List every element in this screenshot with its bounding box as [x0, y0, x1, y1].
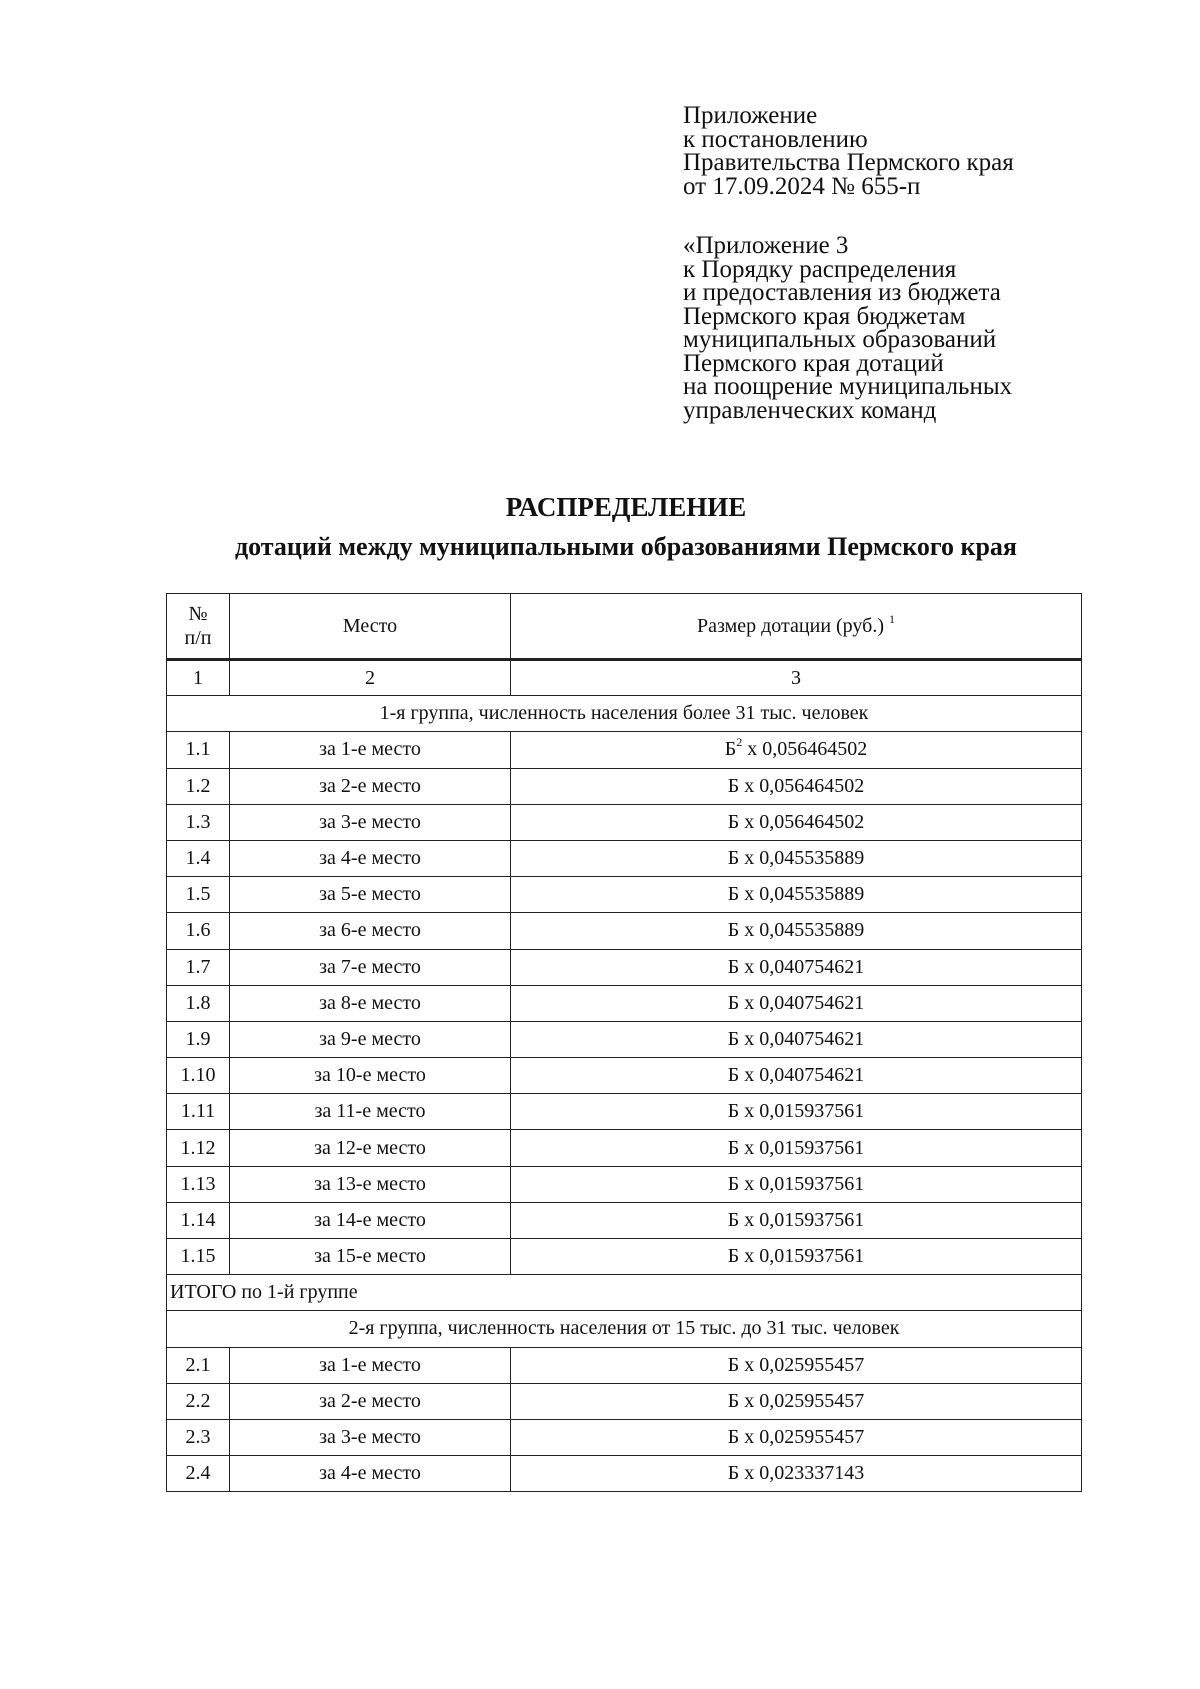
header-amount: [511, 594, 1082, 660]
footnote-mark: 2: [736, 735, 743, 750]
group-row: [167, 696, 1082, 732]
distribution-table: [166, 593, 1082, 1492]
amount-factor: х 0,015937561: [739, 1172, 865, 1195]
row-number: 2.2: [167, 1383, 230, 1419]
column-number: 3: [511, 660, 1082, 696]
table-row: [167, 949, 1082, 985]
row-amount: [511, 1094, 1082, 1130]
row-place: за 2-е место: [230, 1383, 511, 1419]
amount-factor: х 0,025955457: [739, 1389, 865, 1412]
table-row: [167, 1383, 1082, 1419]
amount-factor: х 0,045535889: [739, 883, 865, 906]
total-row: [167, 1275, 1082, 1311]
row-number: 1.13: [167, 1166, 230, 1202]
amount-factor: х 0,040754621: [739, 955, 865, 978]
document-title: РАСПРЕДЕЛЕНИЕ: [505, 492, 747, 522]
amount-factor: х 0,056464502: [739, 810, 865, 833]
header-number: [167, 594, 230, 660]
row-number: 1.10: [167, 1058, 230, 1094]
row-place: за 12-е место: [230, 1130, 511, 1166]
appendix-reference: [683, 104, 1014, 198]
table-row: [167, 732, 1082, 768]
appendix-line: на поощрение муниципальных: [683, 373, 1013, 400]
group-row: [167, 1311, 1082, 1347]
column-number: 1: [167, 660, 230, 696]
amount-factor: х 0,025955457: [739, 1426, 865, 1449]
amount-factor: х 0,056464502: [742, 738, 868, 761]
row-number: 1.12: [167, 1130, 230, 1166]
table-row: [167, 985, 1082, 1021]
appendix-line: «Приложение 3: [683, 232, 849, 259]
row-number: 2.1: [167, 1347, 230, 1383]
row-amount: [511, 1166, 1082, 1202]
row-amount: [511, 1419, 1082, 1455]
row-amount: [511, 949, 1082, 985]
amount-factor: х 0,015937561: [739, 1208, 865, 1231]
row-number: 1.9: [167, 1021, 230, 1057]
header-number-pp: п/п: [184, 627, 212, 649]
amount-factor: х 0,045535889: [739, 919, 865, 942]
row-place: за 10-е место: [230, 1058, 511, 1094]
appendix-line: Пермского края бюджетам: [683, 302, 966, 330]
row-amount: [511, 985, 1082, 1021]
row-number: 1.14: [167, 1202, 230, 1238]
table-row: [167, 1021, 1082, 1057]
table-row: [167, 1239, 1082, 1275]
table-row: [167, 1202, 1082, 1238]
row-amount: [511, 1202, 1082, 1238]
table-row: [167, 1166, 1082, 1202]
appendix-line: к постановлению: [683, 125, 868, 153]
amount-base: Б: [727, 774, 740, 797]
amount-base: Б: [727, 1389, 740, 1412]
row-place: за 8-е место: [230, 985, 511, 1021]
row-place: за 14-е место: [230, 1202, 511, 1238]
row-amount: [511, 1239, 1082, 1275]
row-number: 1.3: [167, 804, 230, 840]
row-number: 1.11: [167, 1094, 230, 1130]
amount-base: Б: [727, 1208, 740, 1231]
row-amount: [511, 804, 1082, 840]
table-header-row: [167, 594, 1082, 660]
table-row: [167, 1058, 1082, 1094]
amount-factor: х 0,015937561: [739, 1245, 865, 1268]
row-place: за 3-е место: [230, 1419, 511, 1455]
appendix-line: Правительства Пермского края: [683, 149, 1014, 176]
row-place: за 5-е место: [230, 877, 511, 913]
row-amount: [511, 1058, 1082, 1094]
row-amount: [511, 1347, 1082, 1383]
row-number: 1.8: [167, 985, 230, 1021]
amount-factor: х 0,040754621: [739, 1064, 865, 1087]
row-amount: [511, 732, 1082, 768]
amount-factor: х 0,056464502: [739, 774, 865, 797]
header-number-sign: №: [188, 603, 208, 625]
amount-factor: х 0,045535889: [739, 847, 865, 870]
amount-base: Б: [727, 1027, 740, 1050]
amount-base: Б: [727, 1462, 740, 1485]
row-place: за 15-е место: [230, 1239, 511, 1275]
row-number: 1.7: [167, 949, 230, 985]
amount-factor: х 0,023337143: [739, 1462, 865, 1485]
group-title: 1-я группа, численность населения более 31 тыс. человек: [167, 696, 1082, 732]
row-number: 1.6: [167, 913, 230, 949]
row-amount: [511, 913, 1082, 949]
row-place: за 11-е место: [230, 1094, 511, 1130]
table-row: [167, 913, 1082, 949]
table-row: [167, 1347, 1082, 1383]
amount-base: Б: [727, 1245, 740, 1268]
document-subtitle: дотаций между муниципальными образованиями Пермского края: [235, 532, 1017, 561]
row-number: 1.2: [167, 768, 230, 804]
row-place: за 13-е место: [230, 1166, 511, 1202]
row-amount: [511, 1021, 1082, 1057]
table-row: [167, 804, 1082, 840]
row-number: 1.5: [167, 877, 230, 913]
amount-base: Б: [727, 1172, 740, 1195]
table-row: [167, 877, 1082, 913]
amount-base: Б: [727, 1064, 740, 1087]
appendix-line: от 17.09.2024 № 655-п: [683, 172, 921, 200]
appendix-line: Пермского края дотаций: [683, 349, 944, 377]
table-row: [167, 1130, 1082, 1166]
amount-base: Б: [727, 1426, 740, 1449]
appendix-line: Приложение: [683, 102, 818, 129]
amount-base: Б: [727, 991, 740, 1014]
amount-factor: х 0,015937561: [739, 1100, 865, 1123]
header-amount-label: Размер дотации (руб.): [696, 615, 884, 637]
amount-base: Б: [727, 955, 740, 978]
amount-base: Б: [727, 919, 740, 942]
row-place: за 2-е место: [230, 768, 511, 804]
column-numbers-row: [167, 660, 1082, 696]
group-title: 2-я группа, численность населения от 15 тыс. до 31 тыс. человек: [167, 1311, 1082, 1347]
table-row: [167, 768, 1082, 804]
table-row: [167, 1419, 1082, 1455]
row-number: 2.4: [167, 1456, 230, 1492]
footnote-mark: 1: [889, 612, 895, 626]
row-number: 1.4: [167, 840, 230, 876]
row-number: 1.1: [167, 732, 230, 768]
row-amount: [511, 840, 1082, 876]
appendix-line: муниципальных образований: [683, 326, 997, 353]
row-place: за 4-е место: [230, 1456, 511, 1492]
row-amount: [511, 1456, 1082, 1492]
row-amount: [511, 1383, 1082, 1419]
amount-factor: х 0,040754621: [739, 1027, 865, 1050]
row-place: за 1-е место: [230, 1347, 511, 1383]
appendix-line: и предоставления из бюджета: [683, 279, 1001, 306]
row-place: за 4-е место: [230, 840, 511, 876]
row-place: за 9-е место: [230, 1021, 511, 1057]
amount-base: Б: [724, 738, 737, 761]
table-row: [167, 1094, 1082, 1130]
amount-base: Б: [727, 1100, 740, 1123]
amount-factor: х 0,040754621: [739, 991, 865, 1014]
row-place: за 1-е место: [230, 732, 511, 768]
row-amount: [511, 768, 1082, 804]
amount-base: Б: [727, 1136, 740, 1159]
amount-base: Б: [727, 883, 740, 906]
appendix-line: к Порядку распределения: [683, 255, 957, 283]
amount-base: Б: [727, 1353, 740, 1376]
amount-base: Б: [727, 847, 740, 870]
row-number: 2.3: [167, 1419, 230, 1455]
table-row: [167, 840, 1082, 876]
amount-factor: х 0,015937561: [739, 1136, 865, 1159]
row-number: 1.15: [167, 1239, 230, 1275]
column-number: 2: [230, 660, 511, 696]
header-place: Место: [230, 594, 511, 660]
table-row: [167, 1456, 1082, 1492]
appendix-line: управленческих команд: [683, 396, 937, 424]
row-place: за 6-е место: [230, 913, 511, 949]
row-amount: [511, 1130, 1082, 1166]
appendix-3-reference: [683, 234, 1012, 422]
total-label: ИТОГО по 1-й группе: [167, 1275, 1082, 1311]
amount-factor: х 0,025955457: [739, 1353, 865, 1376]
row-amount: [511, 877, 1082, 913]
row-place: за 3-е место: [230, 804, 511, 840]
row-place: за 7-е место: [230, 949, 511, 985]
amount-base: Б: [727, 810, 740, 833]
